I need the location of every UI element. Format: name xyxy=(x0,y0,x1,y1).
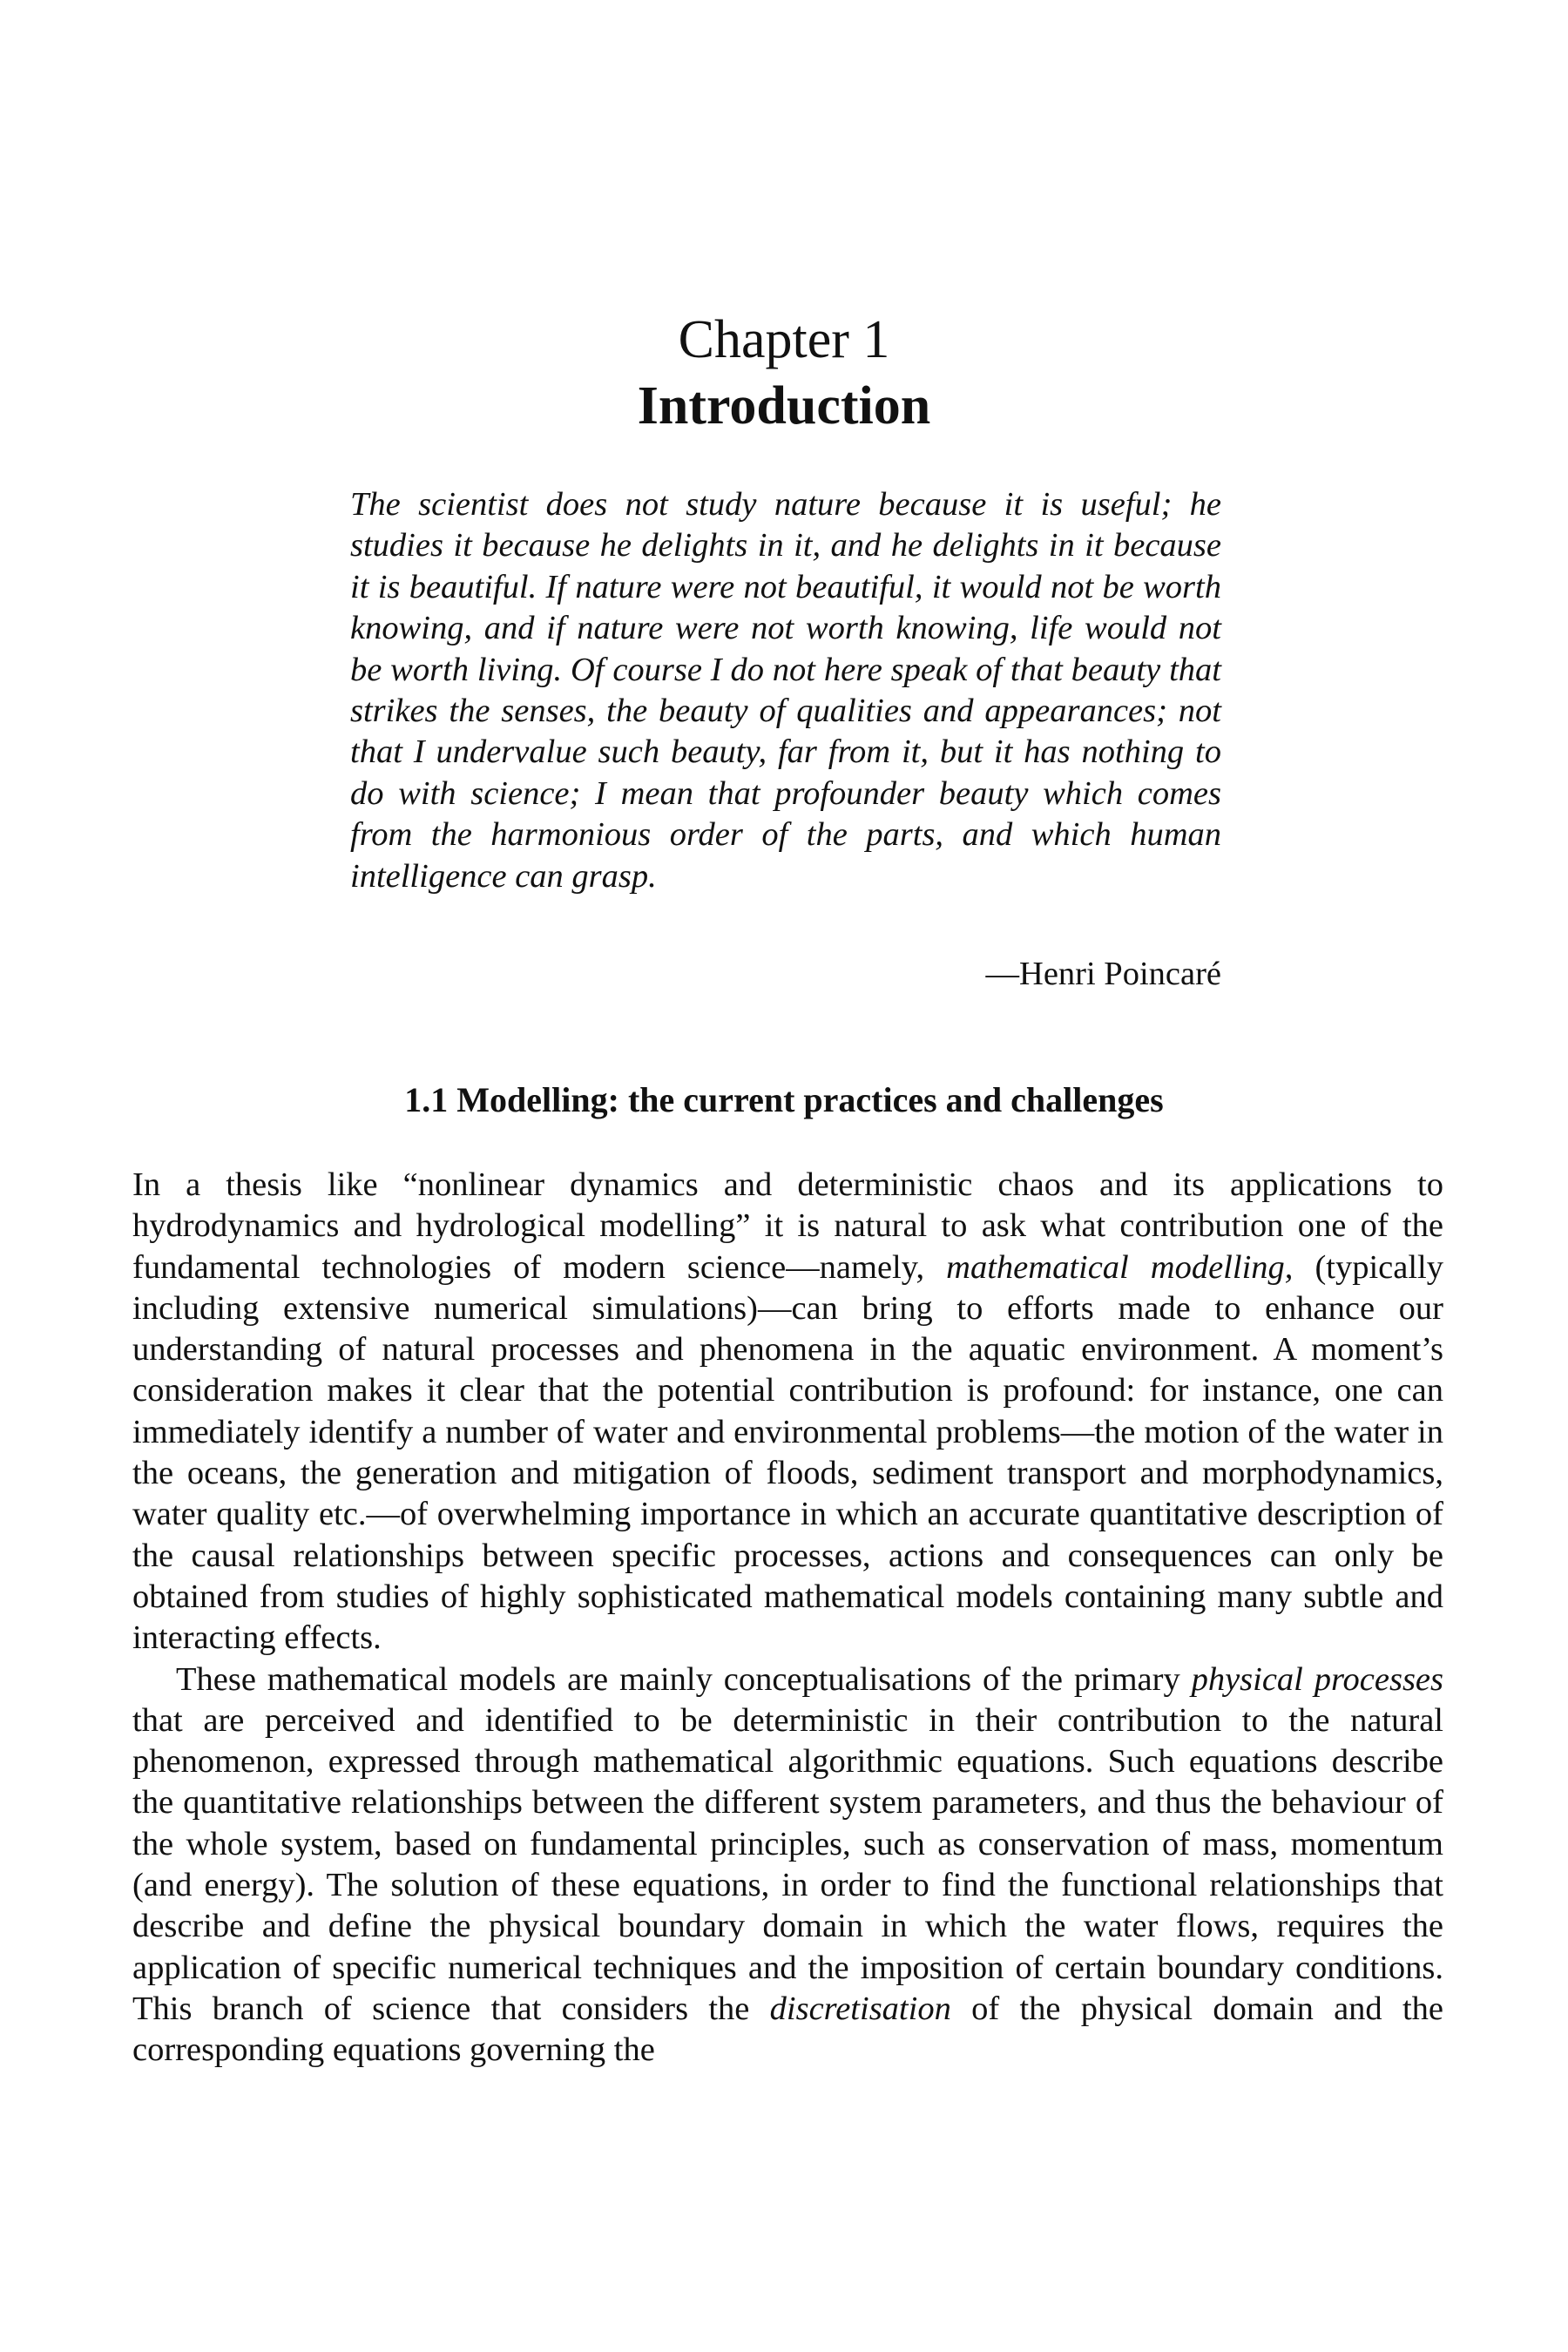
paragraph-2 xyxy=(132,1659,1443,2072)
paragraph-2-text-b: that are perceived and identified to be deterministic in their contribution to the natural phenomenon, expressed through mathematical algorithmic equations. Such equations describe the quantitative relationships between the different system parameters, and thus the behaviour of the whole system, based on fundamental principles, such as conservation of mass, momentum (and energy). The solution of these equations, in order to find the functional relationships that describe and define the physical boundary domain in which the water flows, requires the application of specific numerical techniques and the imposition of certain boundary conditions. This branch of science that considers the xyxy=(132,1701,1443,2027)
epigraph-attribution: —Henri Poincaré xyxy=(985,956,1221,992)
paragraph-1-text-a: In a thesis like “nonlinear dynamics and deterministic chaos and its applications to hydrodynamics and hydrological modelling” it is natural to ask what contribution one of the fundamental technologies of modern science—namely, xyxy=(132,1166,1443,1286)
paragraph-1 xyxy=(132,1165,1443,1659)
paragraph-1-text-b: (typically including extensive numerical simulations)—can bring to efforts made to enhance our understanding of natural processes and phenomena in the aquatic environment. A moment’s consideration makes it clear that the potential contribution is profound: for instance, one can immediately identify a number of water and environmental problems—the motion of the water in the oceans, the generation and mitigation of floods, sediment transport and morphodynamics, water quality etc.—of overwhelming importance in which an accurate quantitative description of the causal relationships between specific processes, actions and consequences can only be obtained from studies of highly sophisticated mathematical models containing many subtle and interacting effects. xyxy=(132,1248,1443,1657)
chapter-title: Introduction xyxy=(637,376,931,436)
paragraph-1-emphasis: mathematical modelling, xyxy=(946,1248,1294,1286)
chapter-heading xyxy=(0,307,1568,439)
paragraph-2-text-c: of the physical domain and the corresponding equations governing the xyxy=(132,1990,1443,2069)
paragraph-2-text-a: These mathematical models are mainly conceptualisations of the primary xyxy=(176,1660,1192,1698)
body-text xyxy=(132,1165,1443,2072)
epigraph-quote: The scientist does not study nature because it is useful; he studies it because he delights in it, and he delights in it because it is beautiful. If nature were not beautiful, it would not be worth knowing, and if nature were not worth knowing, life would not be worth living. Of course I do not here speak of that beauty that strikes the senses, the beauty of qualities and appearances; not that I undervalue such beauty, far from it, but it has nothing to do with science; I mean that profounder beauty which comes from the harmonious order of the parts, and which human intelligence can grasp. xyxy=(350,486,1221,895)
section-heading: 1.1 Modelling: the current practices and challenges xyxy=(404,1080,1164,1119)
chapter-label: Chapter 1 xyxy=(678,310,890,369)
paragraph-2-emphasis-a: physical processes xyxy=(1191,1660,1443,1698)
paragraph-2-emphasis-b: discretisation xyxy=(769,1990,951,2027)
